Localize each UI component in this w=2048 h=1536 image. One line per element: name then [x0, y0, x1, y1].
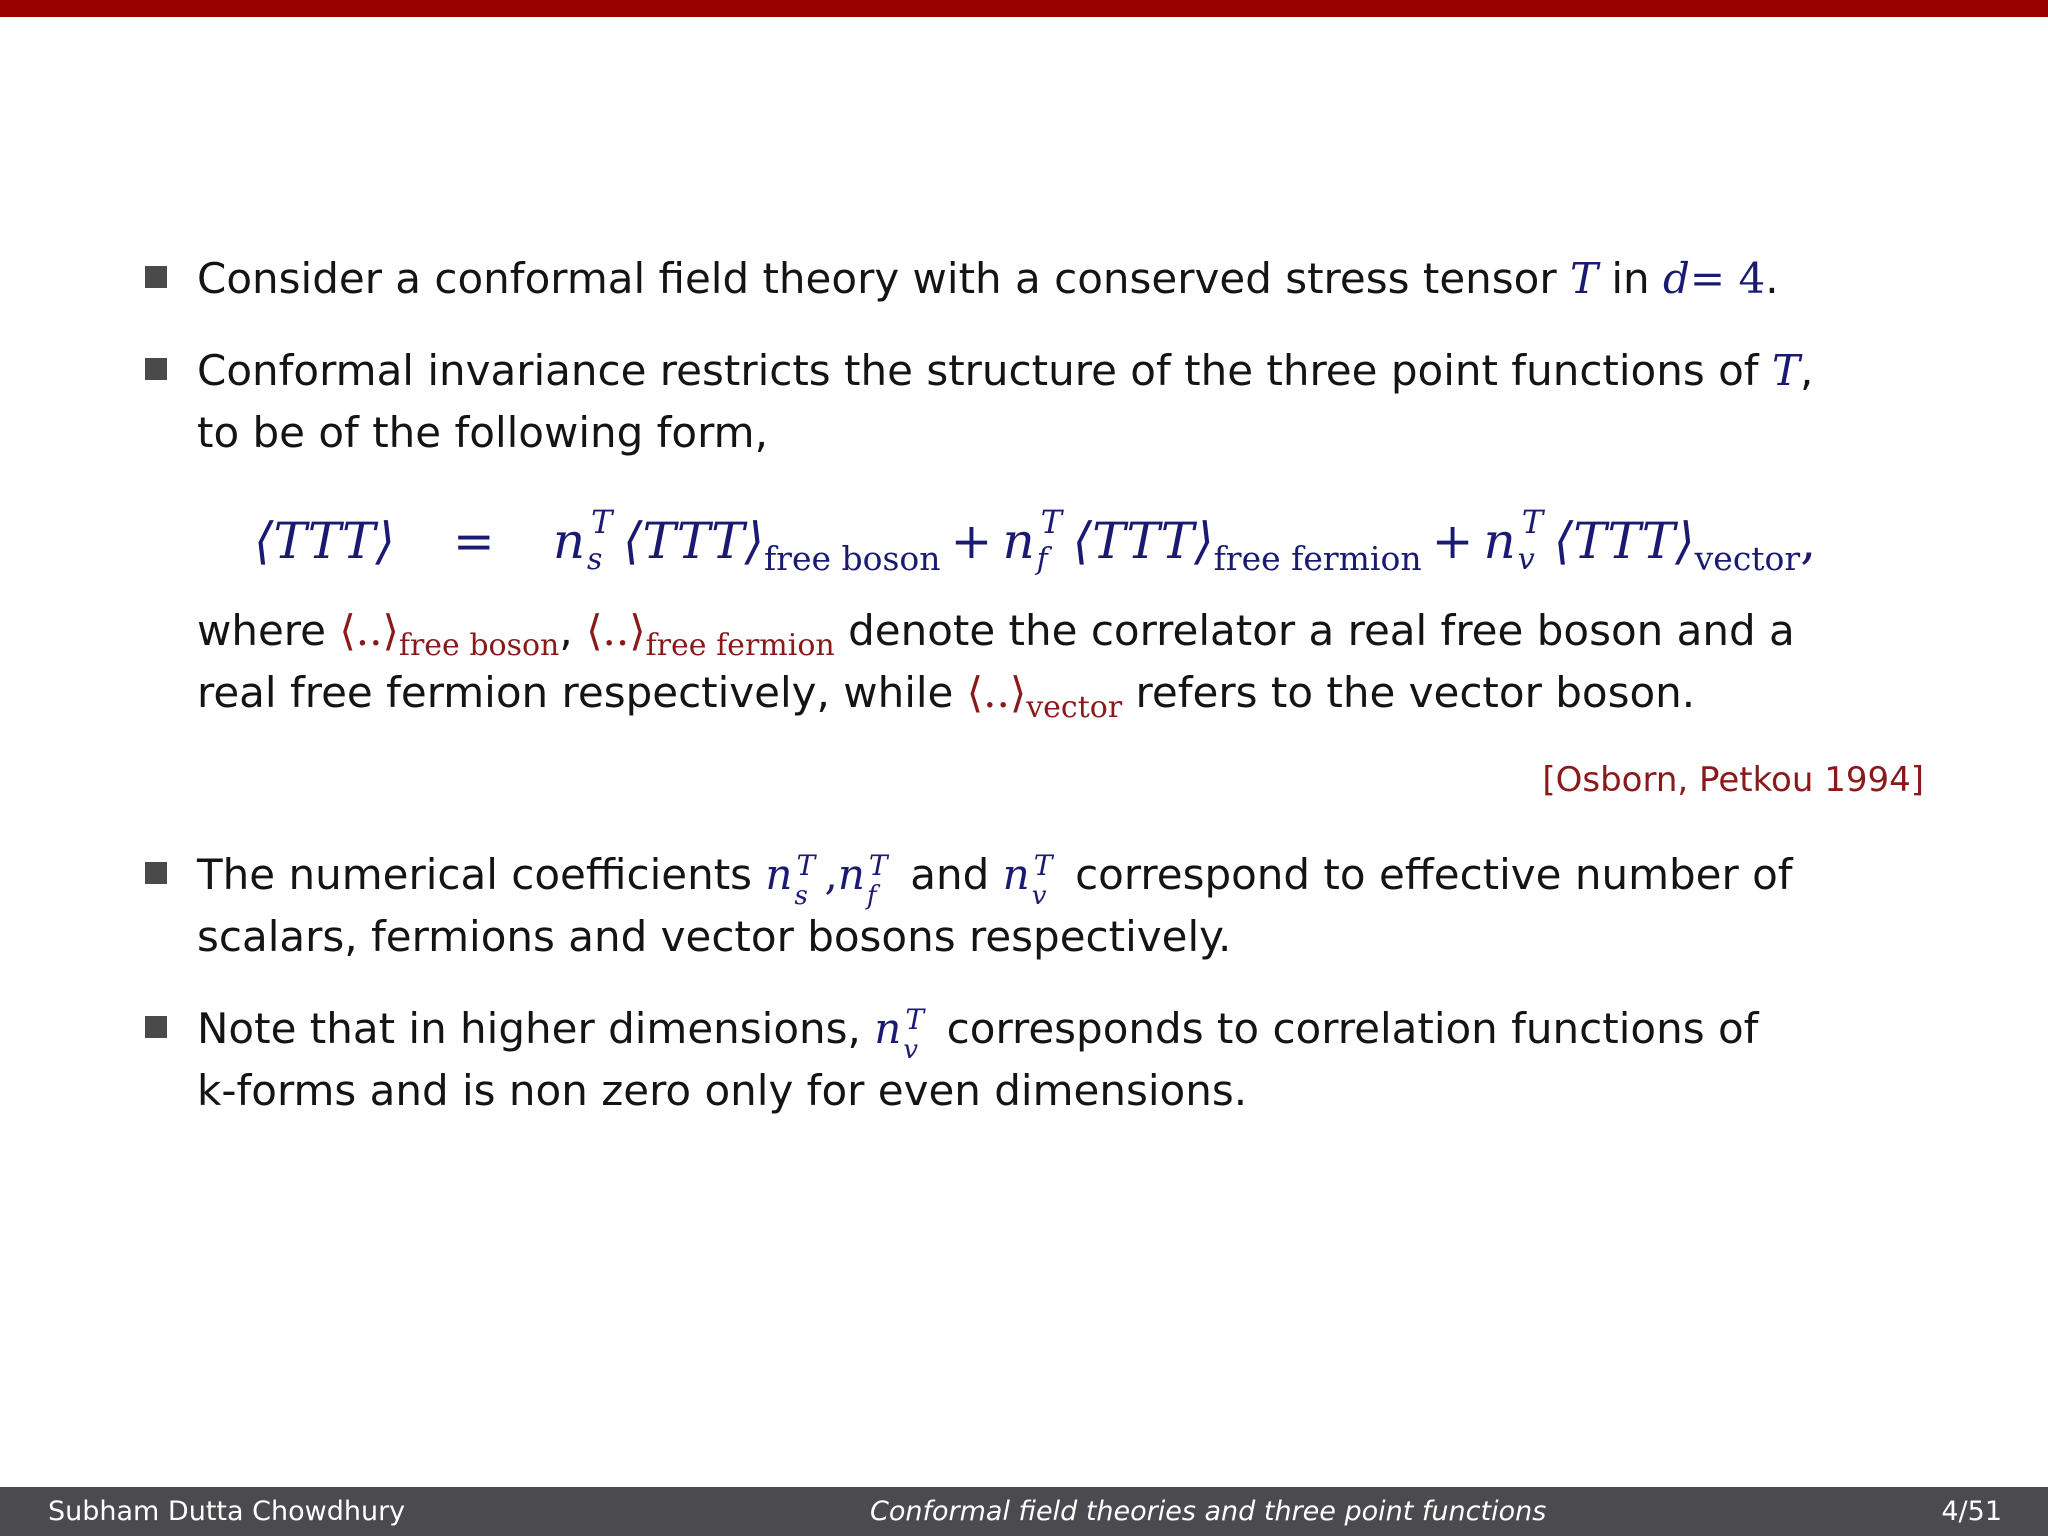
- math-T: T: [1771, 346, 1800, 395]
- footer-title: Conformal field theories and three point functions: [870, 1496, 1547, 1527]
- coef-nf-scripts: [865, 849, 897, 911]
- bullet-2-line-1: [197, 340, 1813, 402]
- bullet-3-line-1: [197, 844, 1793, 911]
- coef-n: n: [1483, 512, 1516, 570]
- bullet-2-line-2: [197, 402, 768, 464]
- sub-vector: vector: [1026, 690, 1123, 725]
- footer-author: Subham Dutta Chowdhury: [48, 1496, 406, 1527]
- coef-nv-scripts: [1516, 503, 1554, 577]
- coef-nv-scripts: [1030, 849, 1062, 911]
- corr-bracket: ⟨..⟩: [966, 668, 1027, 717]
- sub-s: s: [794, 881, 808, 911]
- bullet-square-icon: [145, 358, 167, 380]
- equation-comma: ,: [1800, 512, 1817, 570]
- sup-T: T: [591, 503, 613, 541]
- where-line-2-text: real free fermion respectively, while: [197, 668, 954, 717]
- bullet-square-icon: [145, 862, 167, 884]
- coef-ns-scripts: [585, 503, 623, 577]
- sub-v: v: [1517, 542, 1535, 577]
- plus-sign: +: [950, 512, 993, 570]
- sup-T: T: [1040, 503, 1062, 541]
- ttt-fermion: ⟨TTT⟩: [1072, 512, 1214, 570]
- corr-bracket: ⟨..⟩: [586, 606, 646, 655]
- citation: [Osborn, Petkou 1994]: [1542, 760, 1924, 800]
- bullet-2-text: Conformal invariance restricts the structure of the three point functions of: [197, 346, 1759, 395]
- bullet-2-text-2: to be of the following form,: [197, 408, 768, 457]
- ttt-equation: [254, 503, 1817, 591]
- sub-free-boson: free boson: [763, 539, 941, 578]
- sub-s: s: [587, 542, 603, 577]
- comma: ,: [559, 606, 573, 655]
- comma: ,: [824, 850, 838, 899]
- sub-v: v: [903, 1035, 919, 1065]
- coef-nf-scripts: [1035, 503, 1073, 577]
- sup-T: T: [1033, 849, 1053, 882]
- bullet-4-text-2: k-forms and is non zero only for even dimensions.: [197, 1066, 1248, 1115]
- equation-equals: =: [452, 512, 495, 570]
- bullet-1-text-in: in: [1611, 254, 1650, 303]
- bullet-4-line-1: [197, 998, 1759, 1065]
- sup-T: T: [796, 849, 816, 882]
- sub-free-fermion: free fermion: [1213, 539, 1422, 578]
- sub-f: f: [1036, 542, 1048, 577]
- math-T: T: [1570, 254, 1599, 303]
- ttt-vector: ⟨TTT⟩: [1553, 512, 1695, 570]
- math-d: d: [1663, 254, 1690, 303]
- corr-bracket: ⟨..⟩: [339, 606, 399, 655]
- bullet-4-text-end: corresponds to correlation functions of: [946, 1004, 1759, 1053]
- sup-T: T: [1521, 503, 1544, 541]
- sup-T: T: [905, 1003, 924, 1036]
- plus-sign: +: [1431, 512, 1474, 570]
- coef-ns-scripts: [792, 849, 824, 911]
- sub-vector: vector: [1694, 539, 1801, 578]
- bullet-square-icon: [145, 266, 167, 288]
- bullet-1-text-a: Consider a conformal field theory with a conserved stress tensor: [197, 254, 1557, 303]
- bullet-3-text: The numerical coefficients: [197, 850, 753, 899]
- where-line-2: [197, 662, 1695, 739]
- coef-nv-scripts: [901, 1003, 933, 1065]
- coef-n: n: [1002, 512, 1035, 570]
- bullet-square-icon: [145, 1016, 167, 1038]
- bullet-1-period: .: [1765, 254, 1779, 303]
- bullet-2-comma: ,: [1799, 346, 1814, 395]
- coef-n: n: [552, 512, 586, 570]
- bullet-3-text-end: correspond to effective number of: [1075, 850, 1793, 899]
- coef-n: n: [1002, 850, 1030, 899]
- sub-f: f: [866, 881, 877, 911]
- coef-n: n: [874, 1004, 902, 1053]
- footer-bar: [0, 1487, 2048, 1536]
- coef-n: n: [837, 850, 865, 899]
- bullet-4-text: Note that in higher dimensions,: [197, 1004, 861, 1053]
- bullet-3-line-2: [197, 906, 1231, 968]
- where-line-1-text: denote the correlator a real free boson and a: [848, 606, 1795, 655]
- where-word: where: [197, 606, 326, 655]
- equation-lhs: ⟨TTT⟩: [254, 512, 395, 570]
- math-eq-4: = 4: [1689, 254, 1766, 303]
- sub-free-fermion: free fermion: [645, 628, 835, 663]
- bullet-3-text-2: scalars, fermions and vector bosons respectively.: [197, 912, 1232, 961]
- ttt-boson: ⟨TTT⟩: [623, 512, 764, 570]
- where-line-2-end: refers to the vector boson.: [1135, 668, 1696, 717]
- coef-n: n: [765, 850, 793, 899]
- and-word: and: [910, 850, 990, 899]
- sub-free-boson: free boson: [398, 628, 560, 663]
- bullet-4-line-2: [197, 1060, 1247, 1122]
- footer-page-number: 4/51: [1941, 1496, 2002, 1527]
- bullet-1-text: [197, 248, 1779, 310]
- sub-v: v: [1031, 881, 1047, 911]
- sup-T: T: [868, 849, 888, 882]
